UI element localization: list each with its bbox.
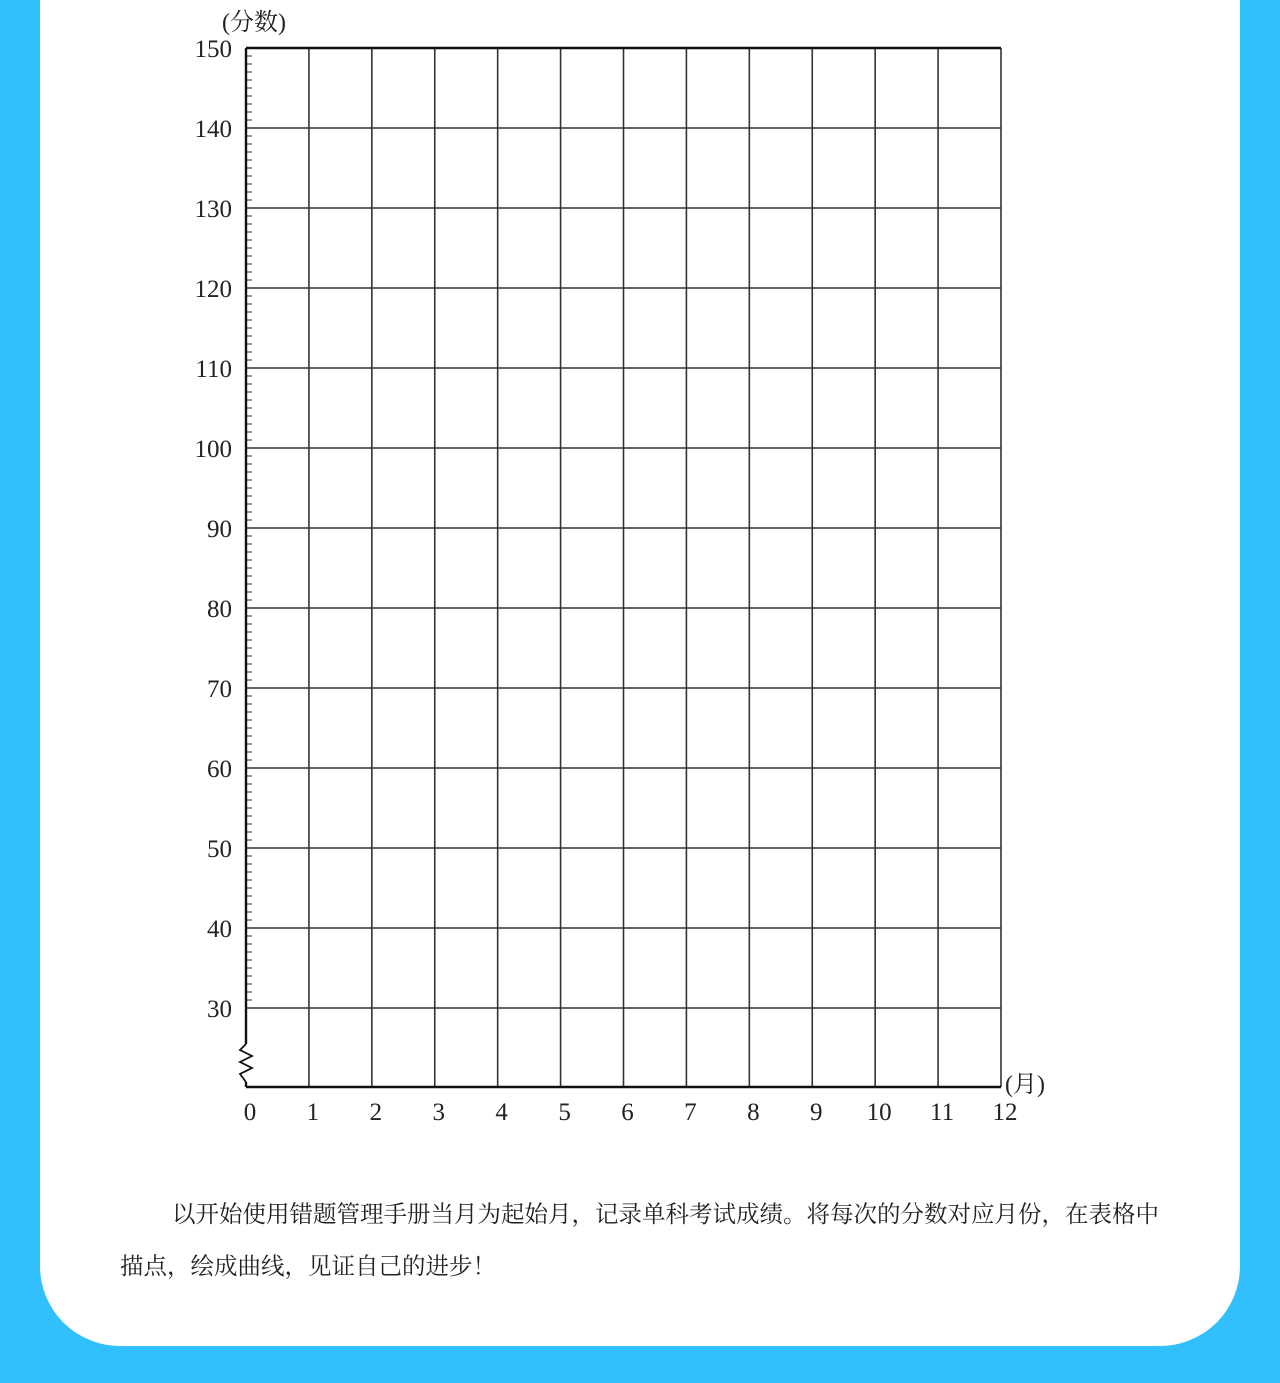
y-tick-label: 120 [194,276,232,303]
x-tick-label: 9 [810,1099,823,1126]
x-tick-label: 11 [930,1099,955,1126]
x-tick-label: 10 [866,1099,892,1126]
y-axis-unit-label: (分数) [222,10,286,36]
axis-break-zigzag [240,1044,252,1082]
x-tick-label: 7 [684,1099,697,1126]
x-tick-label: 3 [432,1099,445,1126]
x-tick-label: 8 [747,1099,760,1126]
x-tick-label: 6 [621,1099,634,1126]
y-tick-label: 40 [207,916,232,943]
axes [240,48,1001,1087]
x-tick-label: 4 [495,1099,508,1126]
x-axis-unit-label: (月) [1005,1072,1045,1098]
instruction-text: 以开始使用错题管理手册当月为起始月，记录单科考试成绩。将每次的分数对应月份，在表格中描点，绘成曲线，见证自己的进步！ [120,1200,1159,1280]
x-tick-label: 5 [558,1099,571,1126]
y-tick-label: 140 [194,116,232,143]
grid-lines [246,48,1001,1087]
y-tick-label: 90 [207,516,232,543]
y-tick-label: 60 [207,756,232,783]
y-tick-label: 110 [195,356,232,383]
y-tick-labels [195,36,233,1023]
x-tick-labels [244,1099,1018,1126]
x-tick-label: 0 [243,1099,257,1126]
y-tick-label: 50 [207,836,232,863]
y-tick-label: 30 [207,996,232,1023]
y-tick-label: 100 [194,436,232,463]
y-tick-label: 70 [207,676,232,703]
x-tick-label: 12 [992,1099,1018,1126]
y-tick-label: 80 [207,596,232,623]
y-tick-label: 130 [194,196,232,223]
x-tick-label: 2 [369,1099,383,1126]
x-tick-label: 1 [306,1099,320,1126]
y-tick-label: 150 [194,36,232,63]
